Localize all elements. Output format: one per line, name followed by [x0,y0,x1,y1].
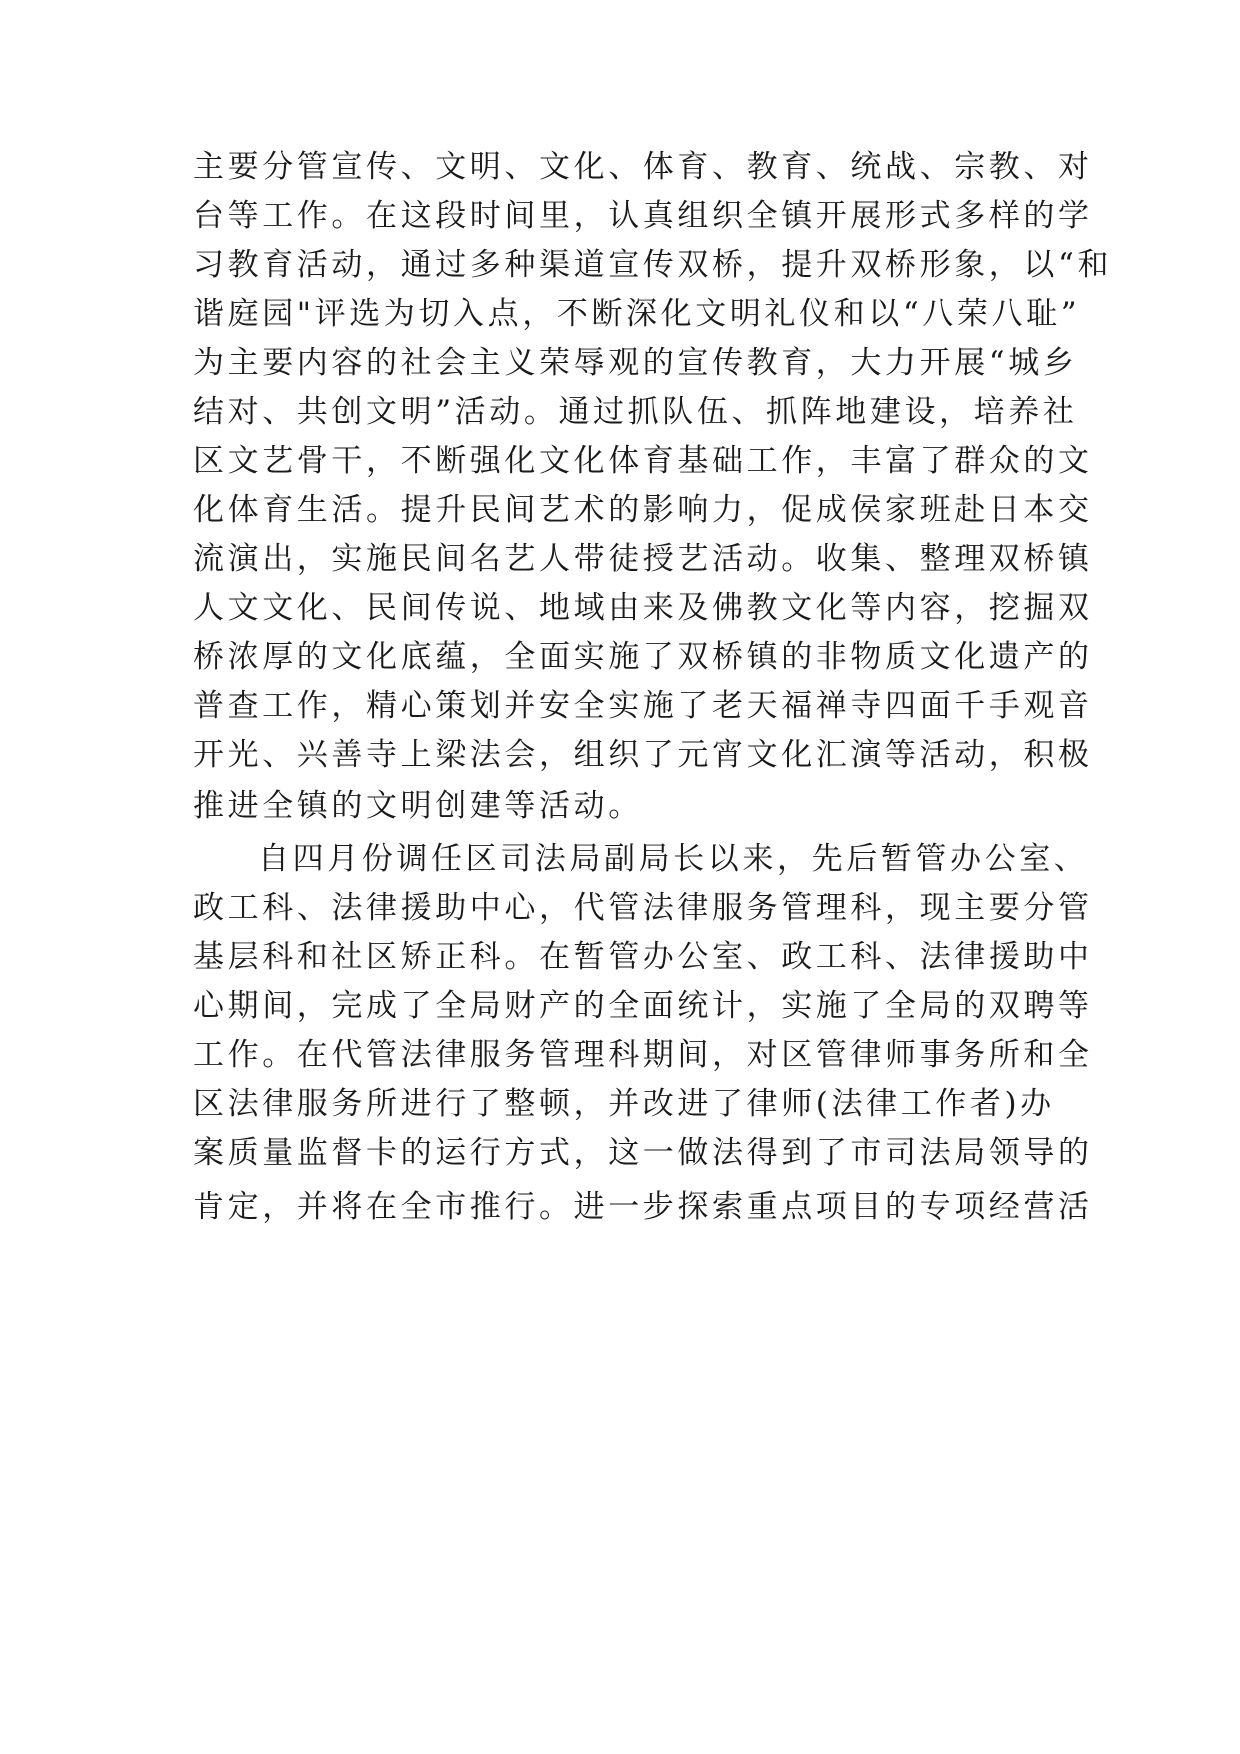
text-line: 结对、共创文明”活动。通过抓队伍、抓阵地建设，培养社 [193,394,1078,430]
text-line: 心期间，完成了全局财产的全面统计，实施了全局的双聘等 [193,988,1093,1024]
text-line: 流演出，实施民间名艺人带徒授艺活动。收集、整理双桥镇 [193,541,1093,577]
text-line: 台等工作。在这段时间里，认真组织全镇开展形式多样的学 [193,198,1093,234]
text-line: 政工科、法律援助中心，代管法律服务管理科，现主要分管 [193,890,1093,926]
text-line: 工作。在代管法律服务管理科期间，对区管律师事务所和全 [193,1037,1093,1073]
text-line: 肯定，并将在全市推行。进一步探索重点项目的专项经营活 [193,1189,1093,1225]
text-line: 自四月份调任区司法局副局长以来，先后暂管办公室、 [258,841,1089,877]
text-line: 普查工作，精心策划并安全实施了老天福禅寺四面千手观音 [193,688,1093,724]
text-line: 化体育生活。提升民间艺术的影响力，促成侯家班赴日本交 [193,492,1093,528]
text-line: 桥浓厚的文化底蕴，全面实施了双桥镇的非物质文化遗产的 [193,639,1093,675]
text-line: 人文文化、民间传说、地域由来及佛教文化等内容，挖掘双 [193,590,1093,626]
text-line: 为主要内容的社会主义荣辱观的宣传教育，大力开展“城乡 [193,345,1078,381]
text-line: 开光、兴善寺上梁法会，组织了元宵文化汇演等活动，积极 [193,737,1093,773]
text-line: 区法律服务所进行了整顿，并改进了律师(法律工作者)办 [193,1086,1055,1122]
text-line: 习教育活动，通过多种渠道宣传双桥，提升双桥形象，以“和 [193,247,1113,283]
text-line: 区文艺骨干，不断强化文化体育基础工作，丰富了群众的文 [193,443,1093,479]
text-line: 推进全镇的文明创建等活动。 [193,788,643,824]
text-line: 案质量监督卡的运行方式，这一做法得到了市司法局领导的 [193,1135,1093,1171]
text-line: 基层科和社区矫正科。在暂管办公室、政工科、法律援助中 [193,939,1093,975]
text-line: 主要分管宣传、文明、文化、体育、教育、统战、宗教、对 [193,149,1093,185]
text-line: 谐庭园"评选为切入点，不断深化文明礼仪和以“八荣八耻” [193,296,1081,332]
